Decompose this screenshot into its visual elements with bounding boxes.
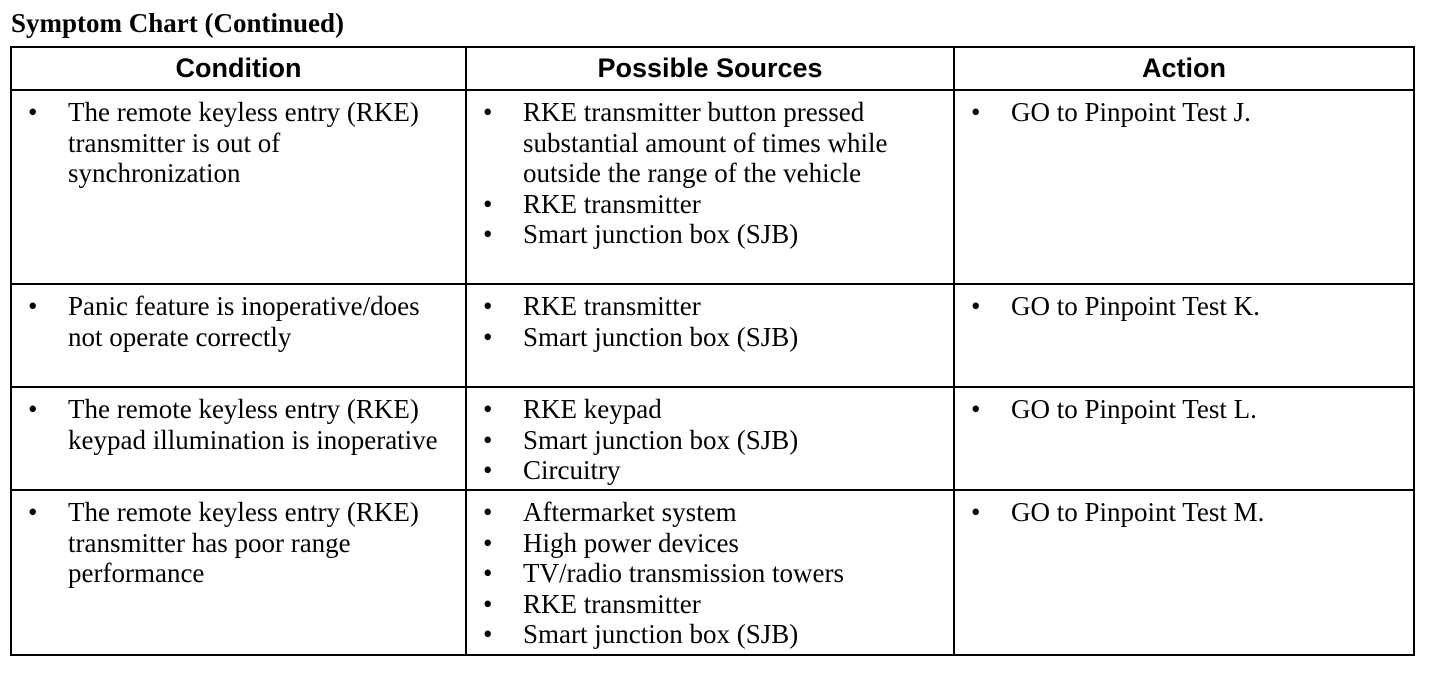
header-condition: Condition — [11, 47, 466, 90]
condition-text: Panic feature is inoperative/does not operate correctly — [68, 291, 420, 352]
bullet-icon: • — [971, 394, 981, 424]
list-item — [467, 97, 939, 189]
action-text: GO to Pinpoint Test K. — [1011, 291, 1260, 321]
sources-cell — [466, 490, 954, 655]
bullet-icon: • — [483, 455, 493, 485]
source-text: Aftermarket system — [523, 497, 737, 527]
action-cell — [954, 90, 1414, 284]
action-text: GO to Pinpoint Test J. — [1011, 97, 1251, 127]
sources-cell — [466, 90, 954, 284]
condition-text: The remote keyless entry (RKE) transmitter is out of synchronization — [68, 97, 419, 188]
bullet-icon: • — [483, 424, 493, 455]
list-item — [467, 189, 939, 220]
action-cell — [954, 284, 1414, 387]
condition-cell — [11, 490, 466, 655]
action-cell — [954, 490, 1414, 655]
source-text: RKE transmitter — [523, 291, 701, 321]
bullet-icon: • — [483, 321, 493, 352]
bullet-icon: • — [483, 497, 493, 527]
source-text: Smart junction box (SJB) — [523, 219, 799, 249]
table-row — [11, 490, 1414, 655]
bullet-icon: • — [483, 558, 493, 588]
sources-cell — [466, 387, 954, 490]
source-text: RKE transmitter — [523, 188, 701, 219]
list-item — [955, 291, 1399, 322]
list-item — [12, 497, 451, 589]
list-item — [467, 425, 939, 456]
bullet-icon: • — [28, 97, 38, 127]
header-action: Action — [954, 47, 1414, 90]
source-text: Smart junction box (SJB) — [523, 619, 799, 649]
action-cell — [954, 387, 1414, 490]
list-item — [955, 394, 1399, 425]
bullet-icon: • — [483, 97, 493, 127]
source-text: RKE transmitter button pressed substantial amount of times while outside the range of the vehicle — [523, 97, 888, 188]
list-item — [467, 322, 939, 353]
source-text: High power devices — [523, 527, 739, 558]
page-title: Symptom Chart (Continued) — [11, 8, 345, 38]
table-header-row — [11, 47, 1414, 90]
bullet-icon: • — [483, 619, 493, 649]
list-item — [467, 558, 939, 589]
bullet-icon: • — [971, 97, 981, 127]
list-item — [12, 97, 451, 189]
condition-cell — [11, 284, 466, 387]
condition-text: The remote keyless entry (RKE) keypad illumination is inoperative — [68, 394, 438, 455]
bullet-icon: • — [28, 394, 38, 424]
list-item — [467, 497, 939, 528]
source-text: TV/radio transmission towers — [523, 558, 844, 588]
table-row — [11, 387, 1414, 490]
condition-cell — [11, 387, 466, 490]
sources-cell — [466, 284, 954, 387]
list-item — [467, 455, 939, 486]
source-text: Circuitry — [523, 455, 621, 485]
bullet-icon: • — [483, 219, 493, 249]
list-item — [955, 97, 1399, 128]
list-item — [467, 219, 939, 250]
bullet-icon: • — [483, 291, 493, 321]
list-item — [12, 394, 451, 455]
source-text: Smart junction box (SJB) — [523, 321, 799, 352]
table-row — [11, 90, 1414, 284]
table-row — [11, 284, 1414, 387]
bullet-icon: • — [483, 588, 493, 619]
bullet-icon: • — [483, 394, 493, 424]
condition-cell — [11, 90, 466, 284]
list-item — [467, 528, 939, 559]
source-text: RKE transmitter — [523, 588, 701, 619]
bullet-icon: • — [971, 291, 981, 321]
symptom-chart-table — [10, 46, 1415, 656]
bullet-icon: • — [28, 291, 38, 321]
list-item — [467, 394, 939, 425]
action-text: GO to Pinpoint Test L. — [1011, 394, 1257, 424]
action-text: GO to Pinpoint Test M. — [1011, 497, 1265, 527]
list-item — [955, 497, 1399, 528]
list-item — [467, 619, 939, 650]
condition-text: The remote keyless entry (RKE) transmitter has poor range performance — [68, 497, 419, 588]
header-possible-sources: Possible Sources — [466, 47, 954, 90]
bullet-icon: • — [483, 188, 493, 219]
bullet-icon: • — [28, 497, 38, 527]
list-item — [467, 291, 939, 322]
source-text: Smart junction box (SJB) — [523, 424, 799, 455]
bullet-icon: • — [483, 527, 493, 558]
list-item — [467, 589, 939, 620]
bullet-icon: • — [971, 497, 981, 527]
source-text: RKE keypad — [523, 394, 662, 424]
list-item — [12, 291, 451, 352]
